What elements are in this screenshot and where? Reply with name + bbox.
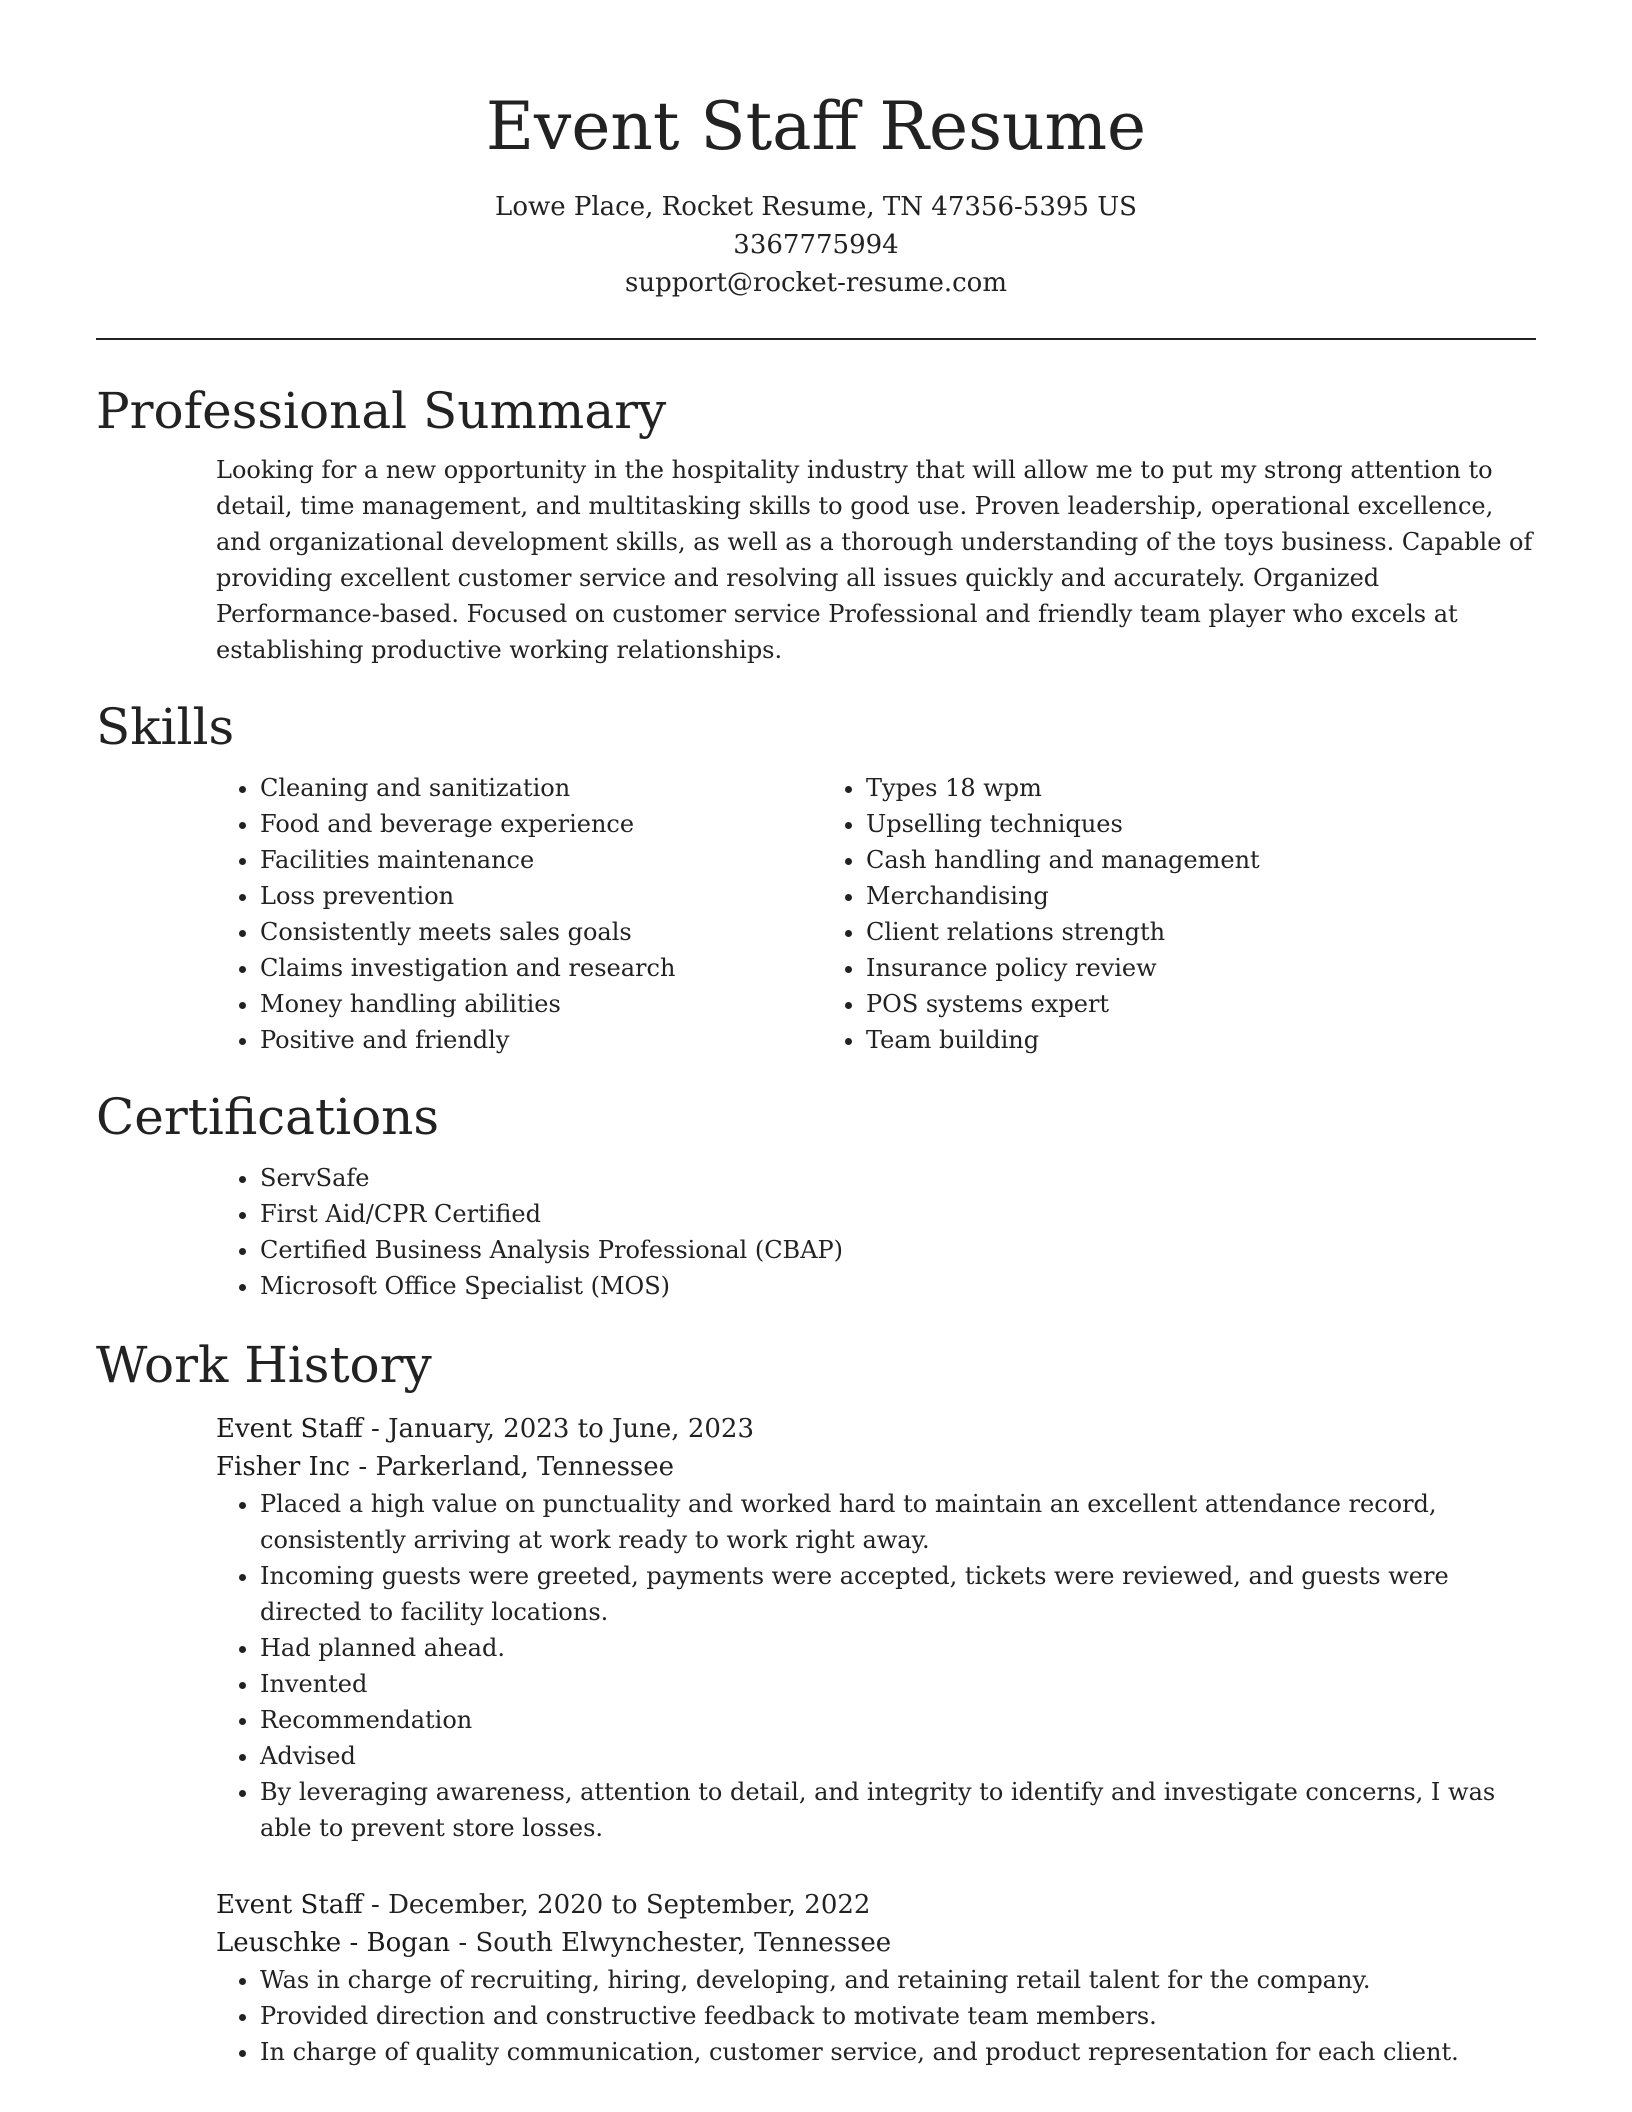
skill-item: • Food and beverage experience xyxy=(260,806,822,842)
certification-item: • First Aid/CPR Certified xyxy=(260,1196,1536,1232)
skills-list-left xyxy=(216,770,822,1058)
job-bullet: • Advised xyxy=(260,1738,1536,1774)
job-bullet: • In charge of quality communication, customer service, and product representation for each client. xyxy=(260,2034,1536,2070)
job-bullet: • Placed a high value on punctuality and worked hard to maintain an excellent attendance record, consistently arriving at work ready to work right away. xyxy=(260,1486,1536,1558)
job-company: Fisher Inc xyxy=(216,1452,351,1482)
skills-heading: Skills xyxy=(96,698,235,756)
certifications-list xyxy=(216,1160,1536,1304)
certifications-bullets xyxy=(216,1160,1536,1304)
skill-item: • Upselling techniques xyxy=(866,806,1428,842)
job-dates: January, 2023 to June, 2023 xyxy=(388,1414,754,1444)
skill-item: • Positive and friendly xyxy=(260,1022,822,1058)
skill-item: • Claims investigation and research xyxy=(260,950,822,986)
job-bullets xyxy=(216,1962,1536,2070)
contact-info xyxy=(0,188,1632,302)
job-title-line xyxy=(216,1886,1536,1924)
skill-item: • Merchandising xyxy=(866,878,1428,914)
job-entry xyxy=(216,1410,1536,1846)
job-location: Parkerland, Tennessee xyxy=(375,1452,675,1482)
certification-item: • Microsoft Office Specialist (MOS) xyxy=(260,1268,1536,1304)
header-divider xyxy=(96,338,1536,340)
job-company: Leuschke - Bogan xyxy=(216,1928,451,1958)
skill-item: • Facilities maintenance xyxy=(260,842,822,878)
contact-phone: 3367775994 xyxy=(733,230,899,260)
certification-item: • ServSafe xyxy=(260,1160,1536,1196)
skill-item: • Cleaning and sanitization xyxy=(260,770,822,806)
skill-item: • Team building xyxy=(866,1022,1428,1058)
skill-item: • Loss prevention xyxy=(260,878,822,914)
job-title: Event Staff xyxy=(216,1414,363,1444)
job-bullet: • Invented xyxy=(260,1666,1536,1702)
job-title-separator: - xyxy=(362,1414,389,1444)
skill-item: • Cash handling and management xyxy=(866,842,1428,878)
skill-item: • Insurance policy review xyxy=(866,950,1428,986)
skill-item: • Types 18 wpm xyxy=(866,770,1428,806)
job-company-line xyxy=(216,1924,1536,1962)
contact-address: Lowe Place, Rocket Resume, TN 47356-5395 US xyxy=(495,192,1137,222)
job-bullet: • By leveraging awareness, attention to detail, and integrity to identify and investigate concerns, I was able to prevent store losses. xyxy=(260,1774,1536,1846)
job-bullet: • Was in charge of recruiting, hiring, developing, and retaining retail talent for the company. xyxy=(260,1962,1536,1998)
summary-heading: Professional Summary xyxy=(96,382,667,440)
skill-item: • POS systems expert xyxy=(866,986,1428,1022)
certifications-heading: Certifications xyxy=(96,1088,440,1146)
job-company-separator: - xyxy=(450,1928,476,1958)
job-bullet: • Had planned ahead. xyxy=(260,1630,1536,1666)
skill-item: • Client relations strength xyxy=(866,914,1428,950)
job-company-separator: - xyxy=(350,1452,376,1482)
skills-list-right xyxy=(822,770,1428,1058)
job-entry xyxy=(216,1886,1536,2070)
work-history-heading: Work History xyxy=(96,1336,432,1394)
job-location: South Elwynchester, Tennessee xyxy=(475,1928,892,1958)
job-bullet: • Recommendation xyxy=(260,1702,1536,1738)
job-bullet: • Provided direction and constructive feedback to motivate team members. xyxy=(260,1998,1536,2034)
job-title: Event Staff xyxy=(216,1890,363,1920)
job-title-line xyxy=(216,1410,1536,1448)
job-dates: December, 2020 to September, 2022 xyxy=(388,1890,871,1920)
certification-item: • Certified Business Analysis Professional (CBAP) xyxy=(260,1232,1536,1268)
resume-title: Event Staff Resume xyxy=(485,88,1147,165)
job-bullet: • Incoming guests were greeted, payments were accepted, tickets were reviewed, and guests were directed to facility locations. xyxy=(260,1558,1536,1630)
contact-email: support@rocket-resume.com xyxy=(624,268,1007,298)
skill-item: • Consistently meets sales goals xyxy=(260,914,822,950)
skills-grid xyxy=(216,770,1536,1058)
job-bullets xyxy=(216,1486,1536,1846)
job-company-line xyxy=(216,1448,1536,1486)
job-title-separator: - xyxy=(362,1890,389,1920)
resume-header xyxy=(0,0,1632,302)
skill-item: • Money handling abilities xyxy=(260,986,822,1022)
summary-text: Looking for a new opportunity in the hospitality industry that will allow me to put my strong attention to detail, time management, and multitasking skills to good use. Proven leadership, operational excellence, and organizational development skills, as well as a thorough understanding of the toys business. Capable of providing excellent customer service and resolving all issues quickly and accurately. Organized Performance-based. Focused on customer service Professional and friendly team player who excels at establishing productive working relationships. xyxy=(216,456,1533,664)
